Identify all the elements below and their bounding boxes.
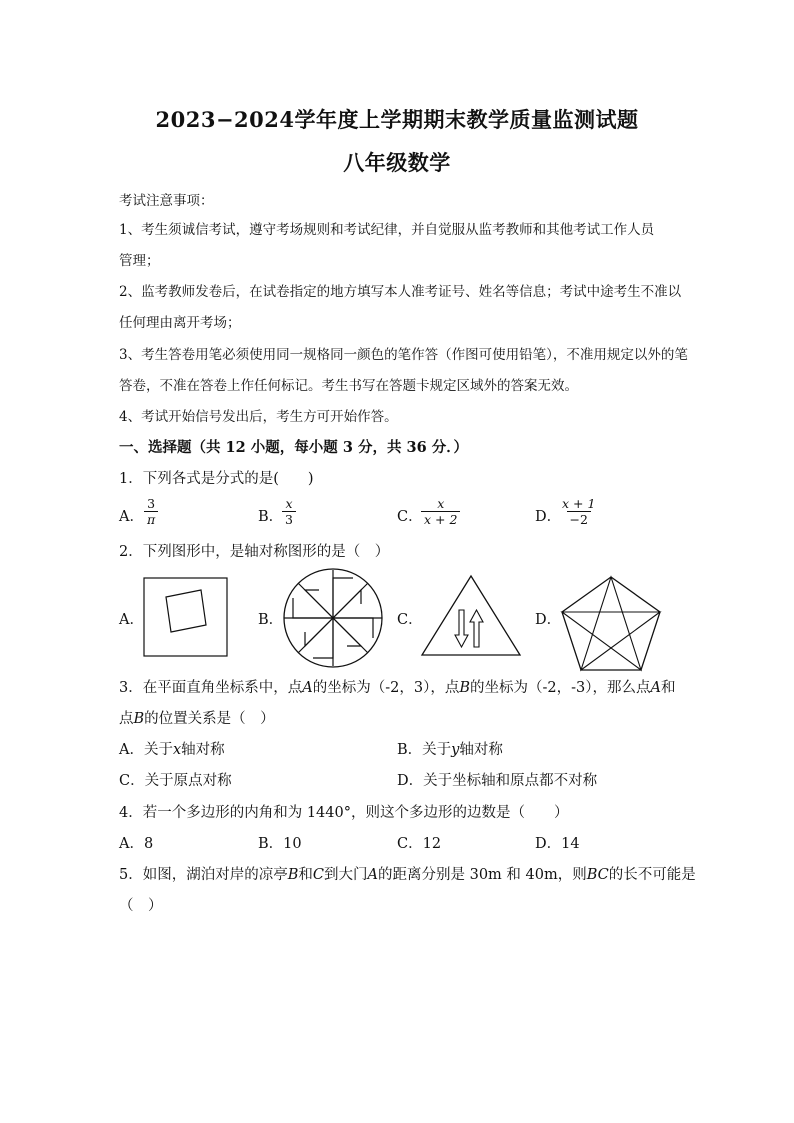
q5-var: BC xyxy=(586,867,609,883)
q1-option-c-label: C． xyxy=(397,509,423,525)
q3-text: 的位置关系是（ ） xyxy=(144,711,275,727)
pinwheel-in-circle-figure xyxy=(283,568,385,668)
notice-line: 管理； xyxy=(119,253,160,269)
notice-line: 2、监考教师发卷后，在试卷指定的地方填写本人准考证号、姓名等信息；考试中途考生不准以 xyxy=(119,284,682,300)
q4-option-a: A．8 xyxy=(119,836,154,852)
q3-option-text: 轴对称 xyxy=(181,742,225,758)
notice-line: 4、考试开始信号发出后，考生方可开始作答。 xyxy=(119,409,398,425)
q3-var: A xyxy=(650,680,661,696)
triangle-with-arrows-figure xyxy=(421,575,521,657)
fraction-denominator: π xyxy=(144,511,158,527)
square-with-rotated-square-figure xyxy=(143,577,229,657)
q3-option-text: A．关于 xyxy=(119,742,173,758)
q3-option-b xyxy=(397,738,503,759)
q4-option-b: B．10 xyxy=(258,836,302,852)
q3-var: B xyxy=(459,680,470,696)
q3-text: 3．在平面直角坐标系中，点 xyxy=(119,680,303,696)
q3-option-var: x xyxy=(172,742,182,758)
q3-text: 和 xyxy=(660,680,676,696)
q5-var: A xyxy=(367,867,378,883)
q3-option-text: B．关于 xyxy=(397,742,452,758)
star-in-pentagon-figure xyxy=(559,575,663,673)
question-4-stem: 4．若一个多边形的内角和为 1440°，则这个多边形的边数是（ ） xyxy=(119,805,569,821)
q2-option-c-label: C． xyxy=(397,612,423,628)
q3-text: 的坐标为（-2，3），点 xyxy=(312,680,460,696)
fraction-numerator: x + 1 xyxy=(562,496,596,511)
q2-option-d-label: D． xyxy=(535,612,562,628)
q5-text: 和 xyxy=(298,867,313,883)
q5-var: B xyxy=(287,867,299,883)
q1-option-b-fraction xyxy=(282,496,296,527)
q3-option-d: D．关于坐标轴和原点都不对称 xyxy=(397,773,598,789)
q3-text: 的坐标为（-2，-3），那么点 xyxy=(469,680,651,696)
fraction-denominator: 3 xyxy=(282,511,296,527)
q5-text: 到大门 xyxy=(324,867,368,883)
exam-subtitle: 八年级数学 xyxy=(343,150,451,175)
notice-line: 任何理由离开考场； xyxy=(119,315,241,331)
q3-var: A xyxy=(302,680,313,696)
fraction-denominator: x + 2 xyxy=(421,511,460,527)
question-1-stem: 1．下列各式是分式的是( ) xyxy=(119,471,314,487)
question-3-stem xyxy=(119,676,675,697)
q3-var: B xyxy=(133,711,145,727)
q2-option-b-label: B． xyxy=(258,612,284,628)
q3-text: 点 xyxy=(119,711,134,727)
q3-option-text: 轴对称 xyxy=(459,742,503,758)
question-2-stem: 2．下列图形中，是轴对称图形的是（ ） xyxy=(119,544,390,560)
q5-text: 5．如图，湖泊对岸的凉亭 xyxy=(119,867,288,883)
fraction-numerator: x xyxy=(285,496,293,511)
notice-line: 3、考生答卷用笔必须使用同一规格同一颜色的笔作答（作图可使用铅笔），不准用规定以外的笔 xyxy=(119,347,688,363)
question-5-stem-line2: （ ） xyxy=(119,898,163,914)
q1-option-d-label: D． xyxy=(535,509,562,525)
q1-option-c-fraction xyxy=(421,496,460,527)
q1-option-a-fraction xyxy=(144,496,158,527)
q3-option-var: y xyxy=(451,742,460,758)
q2-option-a-label: A． xyxy=(119,612,144,628)
section-heading: 一、选择题（共 12 小题，每小题 3 分，共 36 分．） xyxy=(119,439,468,456)
q3-option-a xyxy=(119,738,225,759)
notice-line: 1、考生须诚信考试，遵守考场规则和考试纪律，并自觉服从监考教师和其他考试工作人员 xyxy=(119,222,655,238)
fraction-denominator: −2 xyxy=(567,511,591,527)
fraction-numerator: 3 xyxy=(147,496,156,511)
exam-title: 2023−2024学年度上学期期末教学质量监测试题 xyxy=(155,107,639,132)
q5-text: 的距离分别是 30m 和 40m，则 xyxy=(377,867,587,883)
notice-heading: 考试注意事项： xyxy=(119,193,214,209)
q5-var: C xyxy=(312,867,324,883)
notice-line: 答卷，不准在答卷上作任何标记。考生书写在答题卡规定区域外的答案无效。 xyxy=(119,378,578,394)
q4-option-c: C．12 xyxy=(397,836,442,852)
q1-option-d-fraction xyxy=(559,496,598,527)
q3-option-c: C．关于原点对称 xyxy=(119,773,232,789)
question-5-stem xyxy=(119,863,696,884)
q1-option-a-label: A． xyxy=(119,509,144,525)
q4-option-d: D．14 xyxy=(535,836,580,852)
q5-text: 的长不可能是 xyxy=(608,867,696,883)
q1-option-b-label: B． xyxy=(258,509,284,525)
fraction-numerator: x xyxy=(437,496,445,511)
question-3-stem-line2 xyxy=(119,707,275,728)
